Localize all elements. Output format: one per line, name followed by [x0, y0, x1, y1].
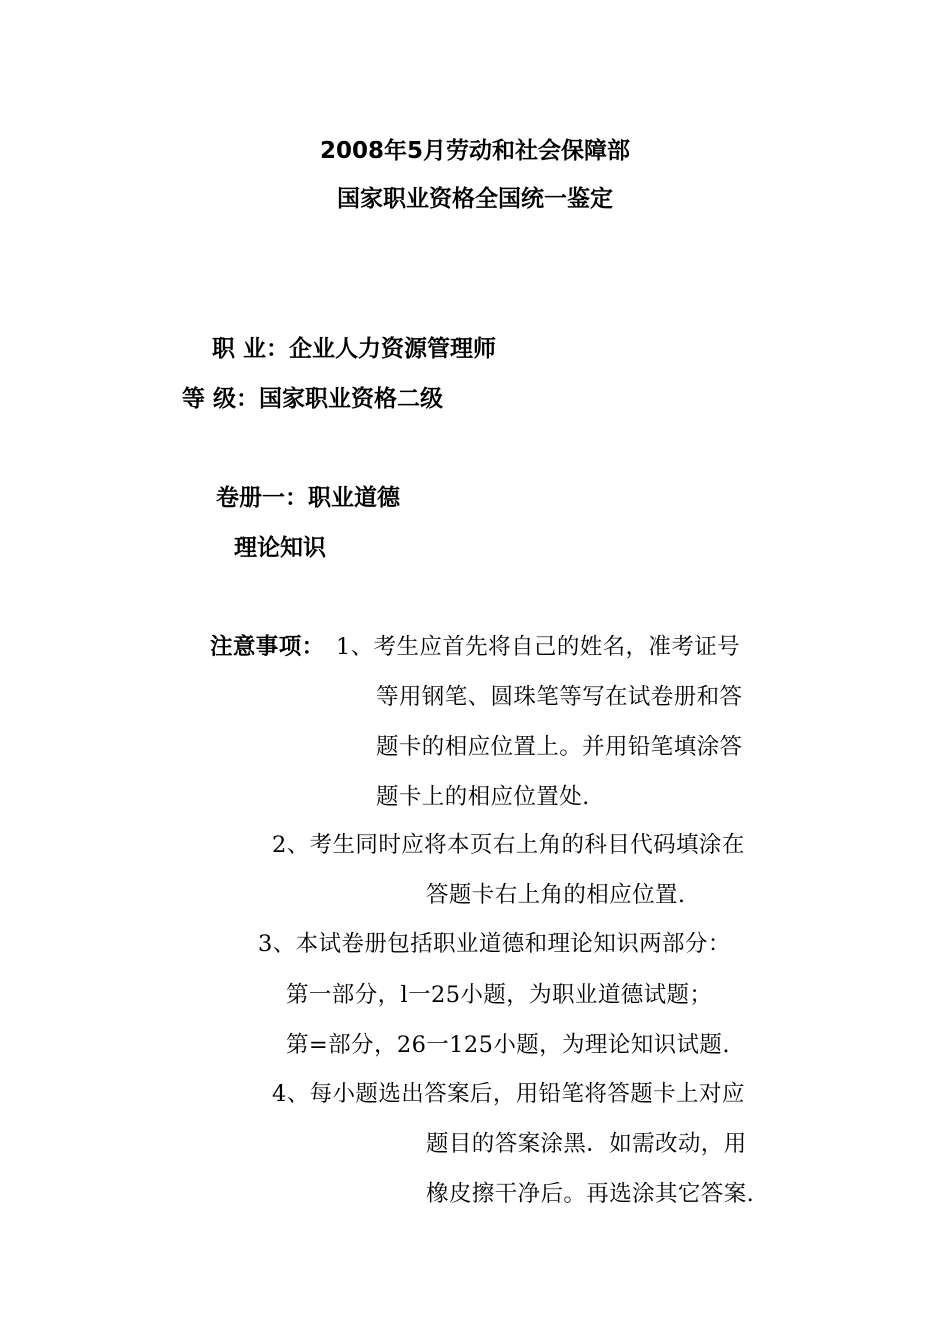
volume-subtitle: 理论知识 — [234, 535, 326, 561]
volume-title: 卷册一：职业道德 — [216, 485, 400, 511]
note-line: 4、每小题选出答案后，用铅笔将答题卡上对应 — [272, 1081, 745, 1107]
header-line-1: 2008年5月劳动和社会保障部 — [319, 138, 631, 164]
notes-label: 注意事项： — [210, 634, 325, 660]
note-line: 第=部分，26一125小题，为理论知识试题. — [286, 1032, 730, 1058]
note-line: 第一部分，l一25小题，为职业道德试题； — [286, 982, 713, 1008]
note-line: 题目的答案涂黑．如需改动，用 — [426, 1131, 747, 1157]
note-line: 等用钢笔、圆珠笔等写在试卷册和答 — [376, 684, 743, 710]
note-line: 橡皮擦干净后。再选涂其它答案. — [426, 1181, 755, 1207]
note-line: 1、考生应首先将自己的姓名，准考证号 — [336, 634, 741, 660]
level-line: 等 级：国家职业资格二级 — [182, 386, 444, 412]
occupation-line: 职 业：企业人力资源管理师 — [212, 336, 497, 362]
header-line-2: 国家职业资格全国统一鉴定 — [337, 186, 613, 212]
note-line: 题卡上的相应位置处. — [376, 784, 590, 810]
note-line: 3、本试卷册包括职业道德和理论知识两部分： — [258, 931, 731, 957]
note-line: 题卡的相应位置上。并用铅笔填涂答 — [376, 734, 743, 760]
note-line: 2、考生同时应将本页右上角的科目代码填涂在 — [272, 832, 745, 858]
note-line: 答题卡右上角的相应位置. — [426, 882, 686, 908]
